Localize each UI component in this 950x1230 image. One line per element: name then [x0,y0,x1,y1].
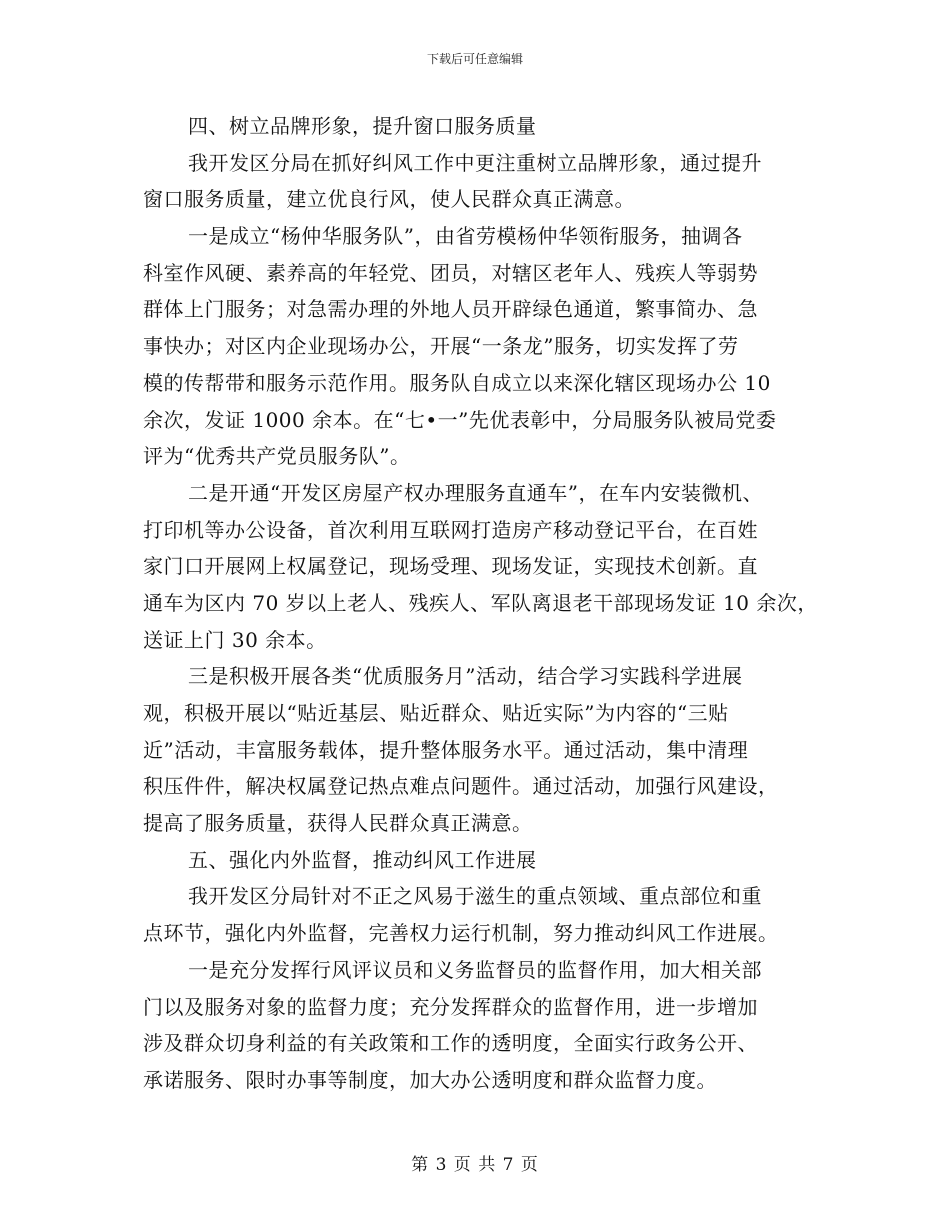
text-line: 三是积极开展各类“优质服务月”活动，结合学习实践科学进展 [188,664,743,689]
text-line: 模的传帮带和服务示范作用。服务队自成立以来深化辖区现场办公 10 [143,370,771,395]
text-line: 观，积极开展以“贴近基层、贴近群众、贴近实际”为内容的“三贴 [143,701,729,725]
text-line: 窗口服务质量，建立优良行风，使人民群众真正满意。 [143,187,635,212]
text-line: 一是充分发挥行风评议员和义务监督员的监督作用，加大相关部 [188,957,762,982]
text-line: 门以及服务对象的监督力度；充分发挥群众的监督作用，进一步增加 [143,994,758,1019]
text-line: 通车为区内 70 岁以上老人、残疾人、军队离退老干部现场发证 10 余次， [143,590,818,615]
text-line: 评为“优秀共产党员服务队”。 [143,444,411,469]
text-line: 我开发区分局针对不正之风易于滋生的重点领域、重点部位和重 [188,884,762,909]
text-line: 科室作风硬、素养高的年轻党、团员，对辖区老年人、残疾人等弱势 [143,260,758,285]
text-line: 二是开通“开发区房屋产权办理服务直通车”，在车内安装微机、 [188,480,763,505]
text-line: 一是成立“杨仲华服务队”，由省劳模杨仲华领衔服务，抽调各 [188,224,743,249]
text-line: 四、树立品牌形象，提升窗口服务质量 [188,114,537,138]
page-footer: 第 3 页 共 7 页 [411,1155,539,1175]
page-header: 下载后可任意编辑 [426,52,523,66]
text-line: 群体上门服务；对急需办理的外地人员开辟绿色通道，繁事简办、急 [143,297,758,322]
text-line: 涉及群众切身利益的有关政策和工作的透明度，全面实行政务公开、 [143,1031,758,1056]
text-line: 家门口开展网上权属登记，现场受理、现场发证，实现技术创新。直 [143,554,758,579]
text-line: 点环节，强化内外监督，完善权力运行机制，努力推动纠风工作进展。 [143,921,779,946]
text-line: 积压件件，解决权属登记热点难点问题件。通过活动，加强行风建设， [143,774,779,799]
text-line: 五、强化内外监督，推动纠风工作进展 [188,847,537,872]
text-line: 打印机等办公设备，首次利用互联网打造房产移动登记平台，在百姓 [143,517,758,542]
document-body [143,108,823,1099]
text-line: 余次，发证 1000 余本。在“七•一”先优表彰中，分局服务队被局党委 [143,407,777,432]
text-line: 提高了服务质量，获得人民群众真正满意。 [143,811,533,836]
text-line: 我开发区分局在抓好纠风工作中更注重树立品牌形象，通过提升 [188,150,762,175]
text-line: 承诺服务、限时办事等制度，加大办公透明度和群众监督力度。 [143,1067,717,1092]
text-line: 事快办；对区内企业现场办公，开展“一条龙”服务，切实发挥了劳 [143,334,739,359]
text-line: 送证上门 30 余本。 [143,627,327,652]
text-line: 近”活动，丰富服务载体，提升整体服务水平。通过活动，集中清理 [143,737,749,762]
